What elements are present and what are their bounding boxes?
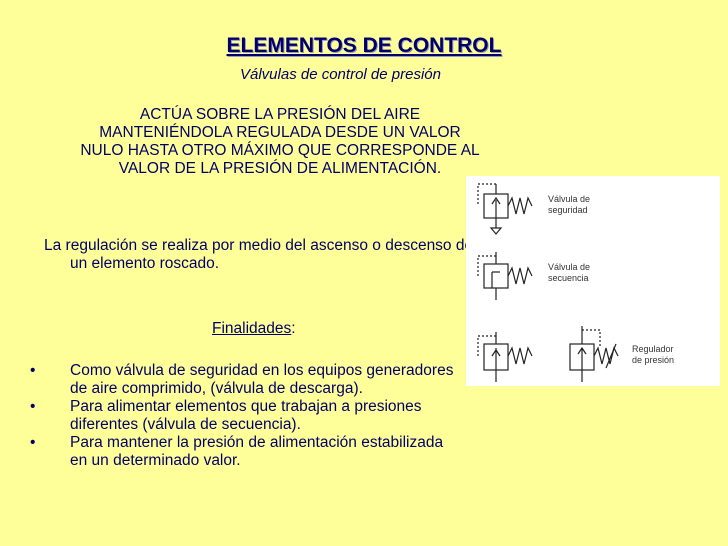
label-seguridad-1: Válvula de [548,194,591,204]
slide-subtitle: Válvulas de control de presión [240,66,441,83]
label-seguridad-2: seguridad [548,205,588,215]
list-item [30,362,460,398]
pressure-valve-symbol [478,332,532,382]
label-secuencia-1: Válvula de [548,262,591,272]
label-regulador-2: de presión [632,355,675,365]
list-item-text: Como válvula de seguridad en los equipos generadores de aire comprimido, (válvula de descarga). [70,362,454,397]
list-item-text: Para mantener la presión de alimentación estabilizada en un determinado valor. [70,434,444,469]
finalidades-list [30,362,460,470]
safety-valve-symbol [478,184,532,234]
label-secuencia-2: secuencia [548,273,589,283]
finalidades-colon: : [291,320,296,337]
pressure-regulator-symbol [570,326,618,382]
finalidades-heading [212,320,296,338]
sequence-valve-symbol [478,252,532,300]
bullet-icon: • [30,362,36,379]
bullet-icon: • [30,434,36,451]
list-item [30,398,460,434]
valve-diagram [466,176,720,386]
list-item-text: Para alimentar elementos que trabajan a presiones diferentes (válvula de secuencia). [70,398,422,433]
label-regulador-1: Regulador [632,344,674,354]
bullet-icon: • [30,398,36,415]
regulation-text: La regulación se realiza por medio del ascenso o descenso de un elemento roscado. [44,237,474,272]
lead-text: ACTÚA SOBRE LA PRESIÓN DEL AIRE MANTENIÉNDOLA REGULADA DESDE UN VALOR NULO HASTA OTRO MÁXIMO QUE CORRESPONDE AL VALOR DE LA PRESIÓN DE ALIMENTACIÓN. [80,106,480,177]
finalidades-label: Finalidades [212,320,292,337]
slide-title: ELEMENTOS DE CONTROL [226,34,502,57]
list-item [30,434,460,470]
